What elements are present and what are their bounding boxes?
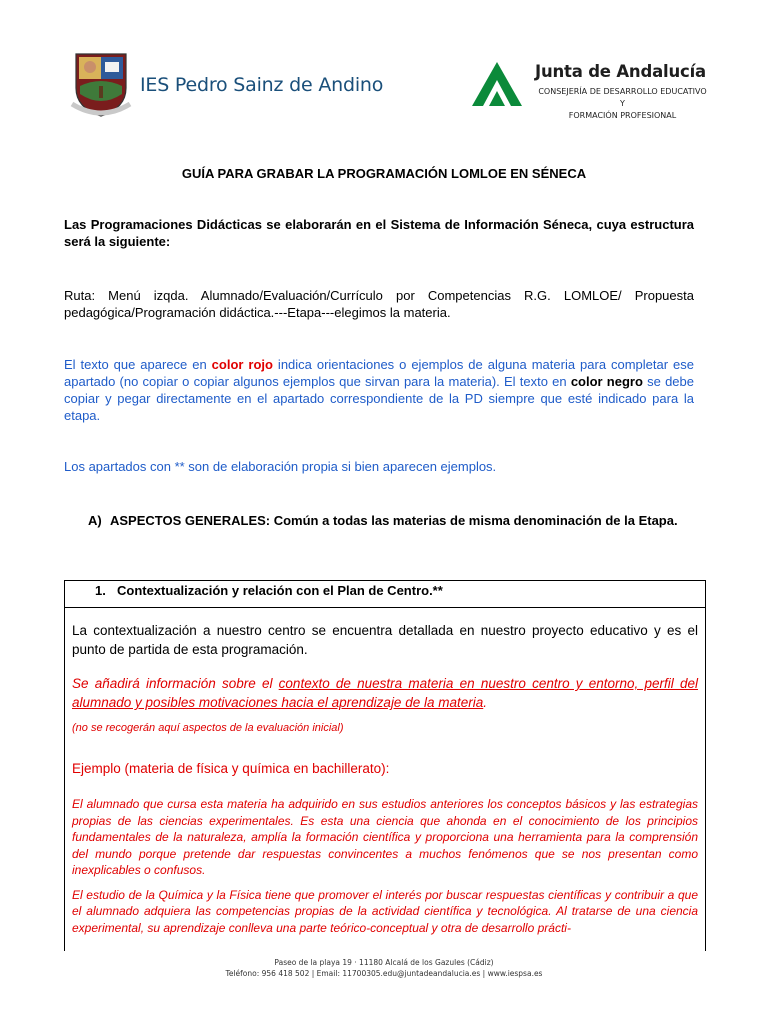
route-paragraph: Ruta: Menú izqda. Alumnado/Evaluación/Currículo por Competencias R.G. LOMLOE/ Propuesta pedagógica/Programación didáctica.---Etapa---elegimos la materia.: [64, 288, 694, 320]
box-number: 1.: [95, 583, 106, 598]
box-title: Contextualización y relación con el Plan de Centro.**: [117, 583, 443, 598]
box-p2-text-a: Se añadirá información sobre el: [72, 676, 279, 691]
color-note-text-2: indica orientaciones o ejemplos de alguna materia para completar ese apartado (no copiar o copiar algunos ejemplos que sirvan para la materia). El texto en: [64, 357, 694, 389]
section-a-heading: [88, 512, 694, 529]
box-header-row: [65, 581, 705, 608]
section-a-letter: A): [88, 513, 102, 528]
box-paragraph-3: (no se recogerán aquí aspectos de la evaluación inicial): [72, 722, 344, 734]
color-negro-label: color negro: [570, 374, 643, 389]
section-a-text: ASPECTOS GENERALES: Común a todas las materias de misma denominación de la Etapa.: [110, 513, 678, 528]
color-note-text-1: El texto que aparece en: [64, 357, 212, 372]
contextualizacion-box: [64, 580, 706, 951]
apartados-note: Los apartados con ** son de elaboración propia si bien aparecen ejemplos.: [64, 459, 497, 474]
box-example-paragraph-2: El estudio de la Química y la Física tiene que promover el interés por buscar respuestas científicas y contribuir a que el alumnado adquiera las competencias propias de la actividad científica y tecnológica. Al tratarse de una ciencia experimental, su aprendizaje conlleva una parte teórico-conceptual y otra de desarrollo prácti-: [72, 887, 698, 935]
school-crest-logo: [70, 50, 132, 120]
page-footer: [0, 957, 768, 979]
junta-name: Junta de Andalucía: [535, 62, 706, 81]
color-rojo-label: color rojo: [211, 357, 273, 372]
footer-contact: Teléfono: 956 418 502 | Email: 11700305.edu@juntadeandalucia.es | www.iespsa.es: [225, 969, 543, 978]
color-note-paragraph: [64, 356, 694, 424]
box-example-paragraph-1: El alumnado que cursa esta materia ha adquirido en sus estudios anteriores los conceptos básicos y las estrategias propias de las ciencias experimentales. Es esta una ciencia que ahonda en el conocimiento de los principios fundamentales de la naturaleza, amplía la formación científica y proporciona una herramienta para la comprensión del mundo porque pretende dar respuestas convincentes a muchos fenómenos que se nos presentan como inexplicables o confusos.: [72, 797, 698, 877]
intro-paragraph: Las Programaciones Didácticas se elaborarán en el Sistema de Información Séneca, cuya estructura será la siguiente:: [64, 217, 694, 249]
box-p2-text-b: .: [483, 695, 488, 710]
box-body: [72, 621, 698, 936]
junta-subtitle: CONSEJERÍA DE DESARROLLO EDUCATIVO Y FORMACIÓN PROFESIONAL: [538, 87, 707, 120]
box-paragraph-1: La contextualización a nuestro centro se encuentra detallada en nuestro proyecto educativo y es el punto de partida de esta programación.: [72, 623, 698, 657]
school-name: IES Pedro Sainz de Andino: [140, 74, 384, 96]
footer-address: Paseo de la playa 19 · 11180 Alcalá de los Gazules (Cádiz): [274, 958, 494, 967]
box-paragraph-2: [72, 674, 698, 712]
color-note-text-3: se debe copiar y pegar directamente en el apartado correspondiente de la PD siempre que esté indicado para la etapa.: [64, 374, 694, 423]
junta-andalucia-logo: [468, 60, 526, 108]
page-header: [0, 0, 768, 130]
box-p2-underlined: contexto de nuestra materia en nuestro centro y entorno, perfil del alumnado y posibles motivaciones hacia el aprendizaje de la materia: [72, 676, 699, 710]
box-example-heading: Ejemplo (materia de física y química en bachillerato):: [72, 761, 390, 776]
document-title: GUÍA PARA GRABAR LA PROGRAMACIÓN LOMLOE EN SÉNECA: [181, 166, 587, 181]
